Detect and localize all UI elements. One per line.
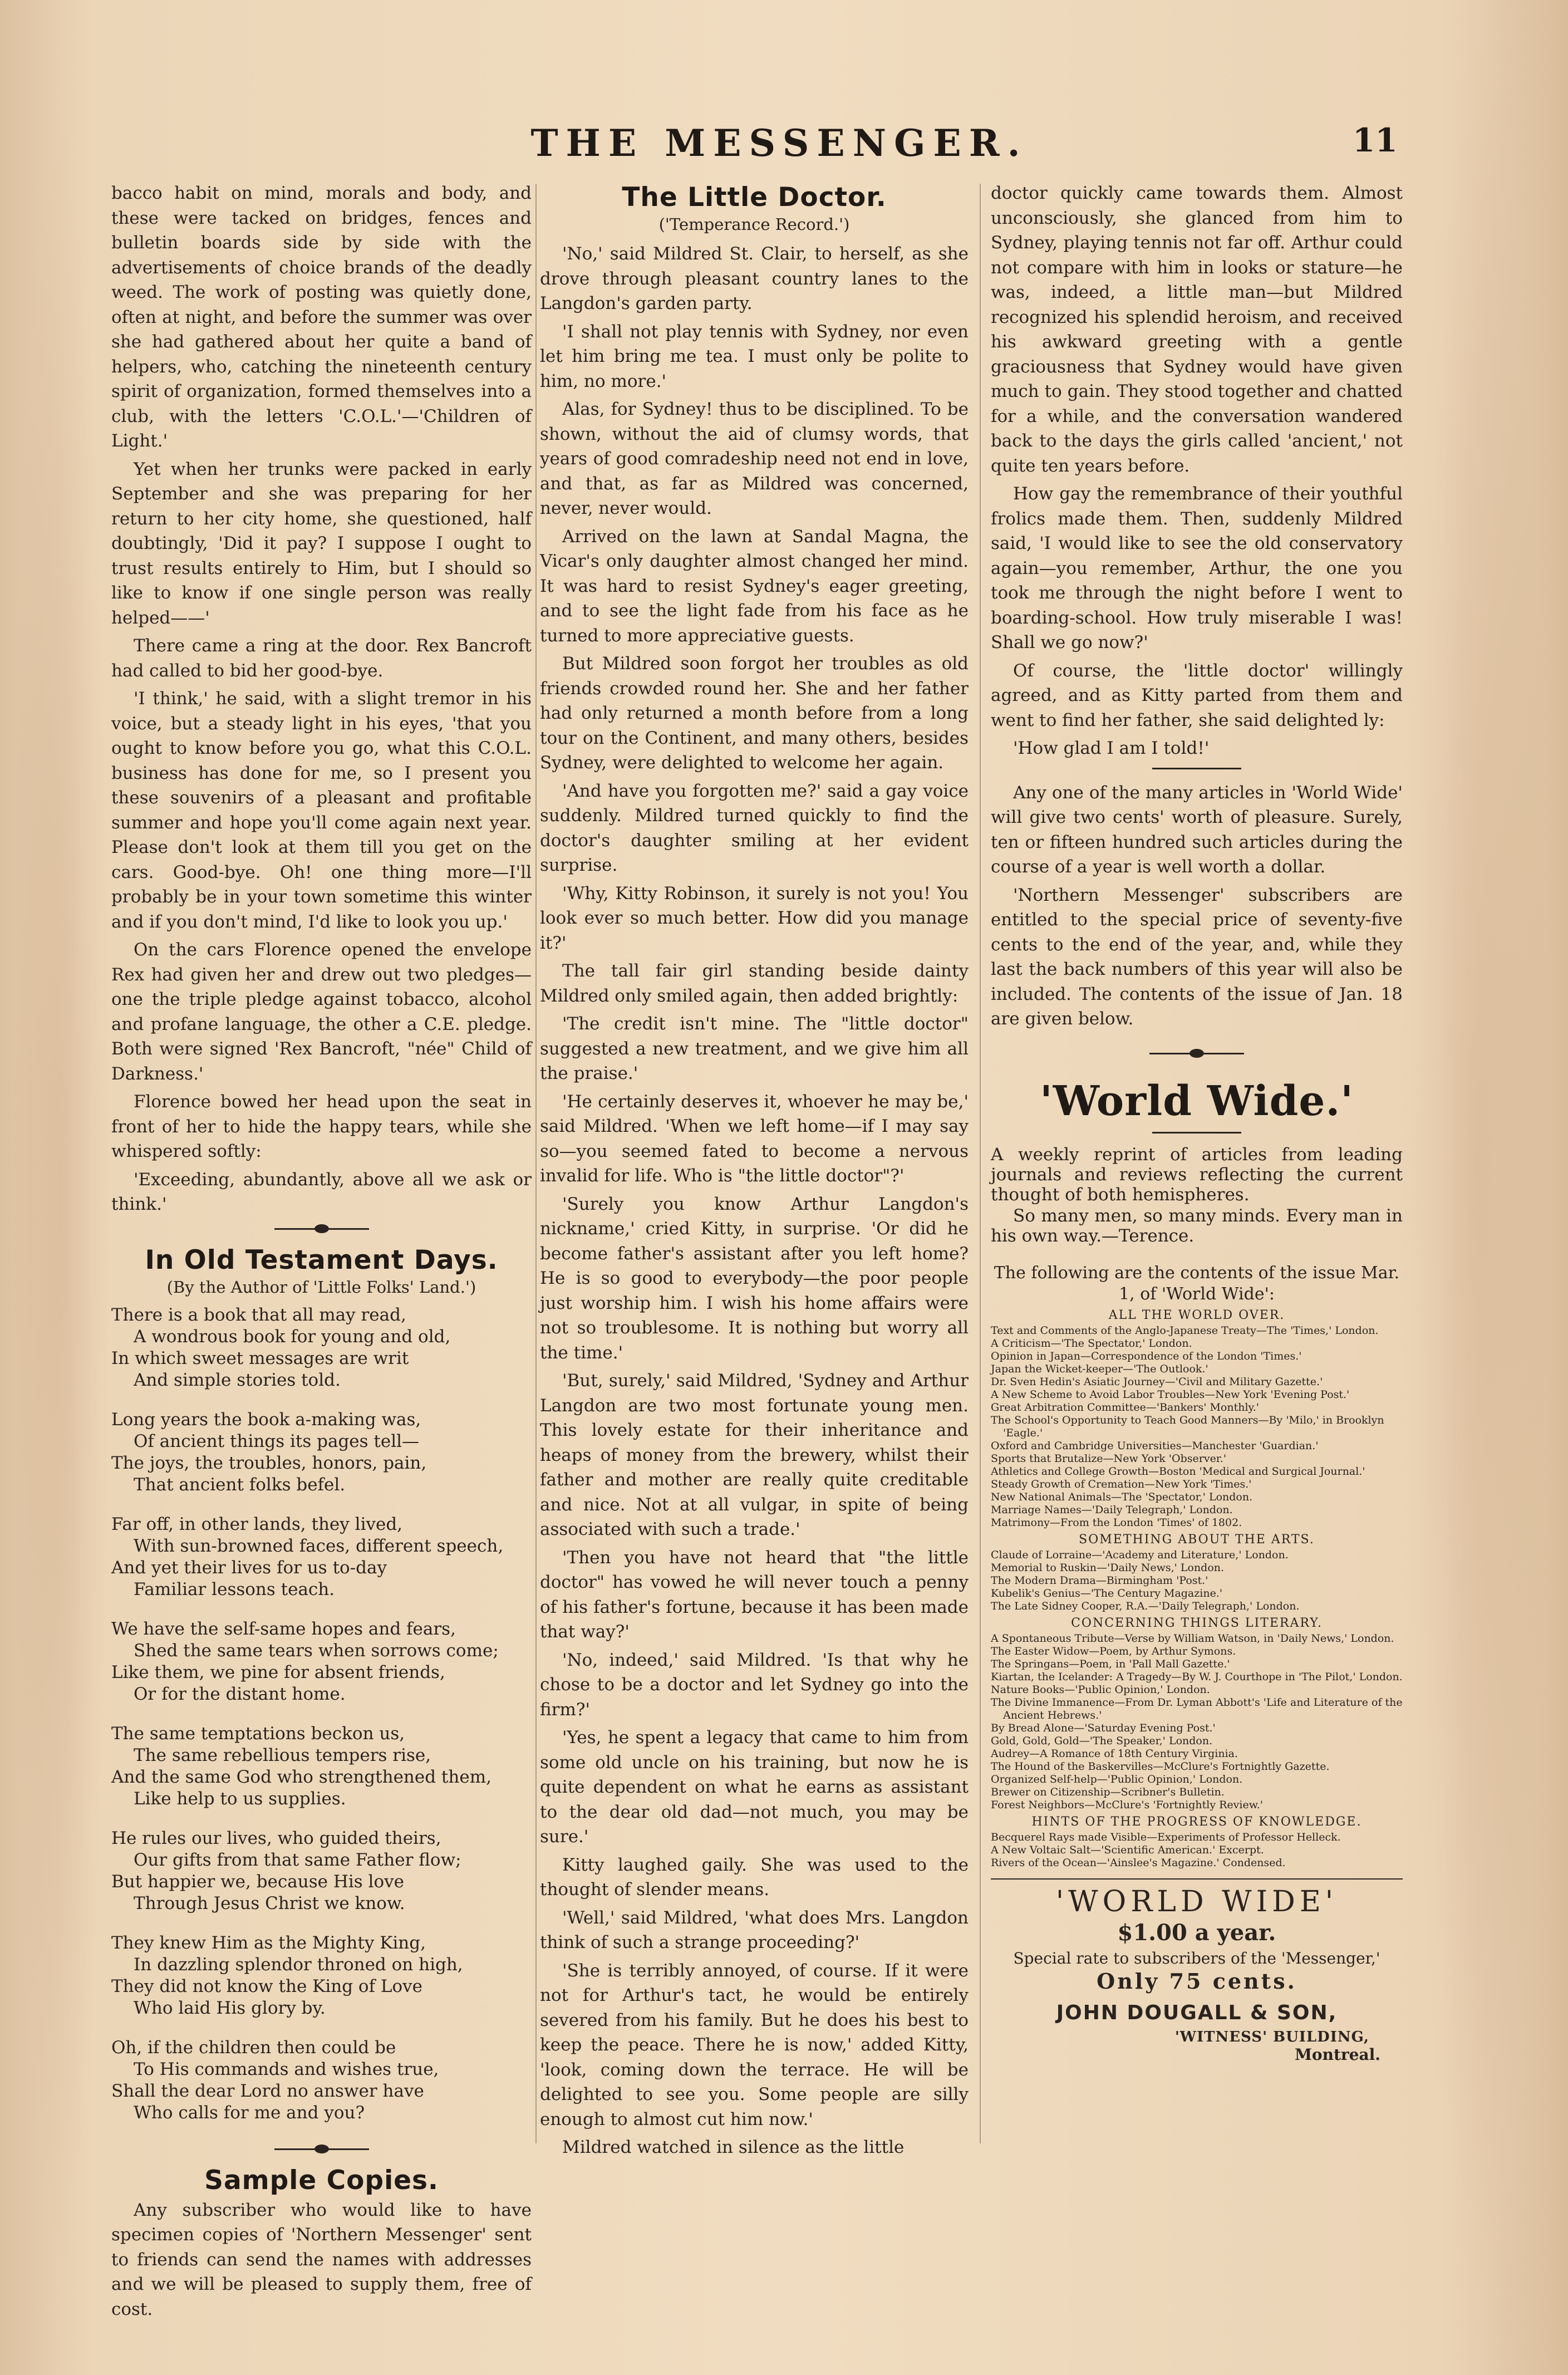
poem-body: [111, 1304, 532, 2124]
sample-copies-text: Any subscriber who would like to have specimen copies of 'Northern Messenger' sent to friends can send the names with addresses and we will be pleased to supply them, free of cost.: [111, 2200, 532, 2319]
story-paragraph: Of course, the 'little doctor' willingly agreed, and as Kitty parted from them and went to find her father, she said delighted ly:: [991, 660, 1403, 730]
contents-item: A Spontaneous Tribute—Verse by William Watson, in 'Daily News,' London.: [991, 1632, 1394, 1645]
poem-line: Shed the same tears when sorrows come;: [134, 1640, 499, 1661]
paper-stain: [11, 111, 111, 2283]
poem-line: To His commands and wishes true,: [134, 2059, 439, 2079]
contents-item: Becquerel Rays made Visible—Experiments of Professor Helleck.: [991, 1831, 1341, 1843]
contents-section-list: [991, 1831, 1403, 1869]
masthead: THE MESSENGER.: [530, 121, 1028, 165]
poem-byline: (By the Author of 'Little Folks' Land.'): [166, 1277, 476, 1297]
publisher-city: Montreal.: [1294, 2045, 1380, 2064]
contents-item: A New Scheme to Avoid Labor Troubles—New York 'Evening Post.': [991, 1388, 1350, 1401]
paragraph: 'Exceeding, abundantly, above all we ask or think.': [111, 1169, 532, 1214]
special-rate-text: Special rate to subscribers of the 'Messenger,': [1013, 1949, 1380, 1967]
poem-line: Our gifts from that same Father flow;: [134, 1849, 461, 1870]
contents-heading: The following are the contents of the issue Mar. 1, of 'World Wide':: [994, 1263, 1400, 1304]
story-paragraph: 'No, indeed,' said Mildred. 'Is that why he chose to be a doctor and let Sydney go into the firm?': [540, 1650, 969, 1720]
contents-item: Brewer on Citizenship—Scribner's Bulletin.: [991, 1785, 1225, 1798]
poem-line: The same rebellious tempers rise,: [134, 1745, 431, 1765]
world-wide-price: $1.00 a year.: [1117, 1919, 1276, 1946]
contents-item: A New Voltaic Salt—'Scientific American.' Excerpt.: [991, 1843, 1264, 1856]
publisher-name: JOHN DOUGALL & SON,: [1056, 2001, 1338, 2024]
poem-line: And simple stories told.: [134, 1370, 341, 1390]
contents-section-heading: HINTS OF THE PROGRESS OF KNOWLEDGE.: [1031, 1814, 1362, 1829]
story-continued: [991, 181, 1403, 761]
contents-item: Great Arbitration Committee—'Bankers' Monthly.': [991, 1401, 1260, 1414]
story-paragraph: The tall fair girl standing beside dainty Mildred only smiled again, then added brightly:: [540, 961, 969, 1006]
story-title: The Little Doctor.: [622, 182, 887, 213]
story-paragraph: 'He certainly deserves it, whoever he may be,' said Mildred. 'When we left home—if I may say so—you seemed fated to become a nervous invalid for life. Who is "the little doctor"?': [540, 1091, 969, 1186]
paper-stain: [1403, 22, 1547, 2305]
story-paragraph: doctor quickly came towards them. Almost unconsciously, she glanced from him to Sydney, playing tennis not far off. Arthur could not compare with him in looks or stature—he was, indeed, a little man—but Mildred recognized his splendid heroism, and received his awkward greeting with a gentle graciousness that Sydney would have given much to gain. They stood together and chatted for a while, and the conversation wandered back to the days the girls called 'ancient,' not quite ten years before.: [991, 183, 1403, 476]
poem-line: Oh, if the children then could be: [111, 2037, 396, 2058]
sample-copies-title: Sample Copies.: [204, 2165, 439, 2196]
story-paragraph: But Mildred soon forgot her troubles as old friends crowded round her. She and her father had only returned a month before from a long tour on the Continent, and many others, besides Sydney, were delighted to welcome her again.: [540, 654, 969, 773]
contents-item: Kubelik's Genius—'The Century Magazine.': [991, 1587, 1223, 1599]
world-wide-motto: So many men, so many minds. Every man in his own way.—Terence.: [991, 1205, 1403, 1246]
ornament-divider: [111, 2142, 532, 2156]
publisher-address: 'WITNESS' BUILDING,: [1174, 2028, 1369, 2045]
world-wide-title: 'World Wide.': [1040, 1077, 1354, 1125]
contents-section-list: [991, 1632, 1403, 1812]
poem-line: The same temptations beckon us,: [111, 1723, 405, 1744]
paragraph: On the cars Florence opened the envelope Rex had given her and drew out two pledges—one the triple pledge against tobacco, alcohol and profane language, the other a C.E. pledge. Both were signed 'Rex Bancroft, "née" Child of Darkness.': [111, 940, 532, 1084]
story-paragraph: Mildred watched in silence as the little: [562, 2137, 905, 2157]
poem-line: But happier we, because His love: [111, 1871, 404, 1892]
contents-item: Nature Books—'Public Opinion,' London.: [991, 1683, 1210, 1696]
story-paragraph: Arrived on the lawn at Sandal Magna, the Vicar's only daughter almost changed her mind. It was hard to resist Sydney's eager greeting, and to see the light fade from his face as he turned to more appreciative guests.: [540, 526, 969, 646]
story-byline: ('Temperance Record.'): [658, 215, 850, 234]
poem-line: That ancient folks befel.: [134, 1474, 346, 1495]
contents-item: Gold, Gold, Gold—'The Speaker,' London.: [991, 1734, 1213, 1747]
page-header: [0, 121, 1568, 171]
poem-line: They knew Him as the Mighty King,: [111, 1932, 426, 1953]
poem-stanza: [111, 1828, 532, 1915]
poem-line: Far off, in other lands, they lived,: [111, 1514, 403, 1534]
contents-item: The Easter Widow—Poem, by Arthur Symons.: [991, 1645, 1236, 1657]
poem-stanza: [111, 1409, 532, 1496]
paragraph: bacco habit on mind, morals and body, and these were tacked on bridges, fences and bulletin boards side by side with the advertisements of choice brands of the deadly weed. The work of posting was quietly done, often at night, and before the summer was over she had gathered about her quite a band of helpers, who, catching the nineteenth century spirit of organization, formed themselves into a club, with the letters 'C.O.L.'—'Children of Light.': [111, 183, 532, 451]
poem-line: In dazzling splendor throned on high,: [134, 1954, 463, 1975]
story-paragraph: 'How glad I am I told!': [1013, 738, 1210, 758]
paragraph: 'I think,' he said, with a slight tremor in his voice, but a steady light in his eyes, 'that you ought to know before you go, what this C.O.L. business has done for me, so I present you these souvenirs of a pleasant and profitable summer and hope you'll come again next year. Please don't look at them till you get on the cars. Good-bye. Oh! one thing more—I'll probably be in your town sometime this winter and if you don't mind, I'd like to look you up.': [111, 689, 532, 932]
contents-item: Memorial to Ruskin—'Daily News,' London.: [991, 1561, 1225, 1574]
poem-line: Of ancient things its pages tell—: [134, 1431, 420, 1451]
divider-rule: [1152, 768, 1241, 769]
special-price: Only 75 cents.: [1097, 1968, 1297, 1994]
story-paragraph: 'Surely you know Arthur Langdon's nickname,' cried Kitty, in surprise. 'Or did he become father's assistant after you left home? He is so good to everybody—the poor people just worship him. I wish his home affairs were not so troublesome. It is nothing but worry all the time.': [540, 1194, 969, 1363]
paragraph: Florence bowed her head upon the seat in front of her to hide the happy tears, while she whispered softly:: [111, 1092, 532, 1161]
column-rule: [535, 184, 537, 2143]
poem-stanza: [111, 1304, 532, 1391]
contents-item: The Modern Drama—Birmingham 'Post.': [991, 1574, 1208, 1587]
contents-item: Japan the Wicket-keeper—'The Outlook.': [991, 1362, 1208, 1375]
story-paragraph: 'The credit isn't mine. The "little doctor" suggested a new treatment, and we give him all the praise.': [540, 1014, 969, 1083]
contents-list: [991, 1308, 1403, 1869]
world-wide-ad-title: 'WORLD WIDE': [1055, 1885, 1338, 1918]
paragraph: Yet when her trunks were packed in early September and she was preparing for her return to her city home, she questioned, half doubtingly, 'Did it pay? I suppose I ought to trust results entirely to Him, but I should so like to know if one single person was really helped——': [111, 459, 532, 628]
story-paragraph: 'Then you have not heard that "the little doctor" has vowed he will never touch a penny of his father's fortune, because it has been made that way?': [540, 1547, 969, 1642]
story-paragraph: 'And have you forgotten me?' said a gay voice suddenly. Mildred turned quickly to find the doctor's daughter smiling at her evident surprise.: [540, 781, 969, 875]
column-1: [111, 181, 532, 2325]
story-paragraph: 'No,' said Mildred St. Clair, to herself, as she drove through pleasant country lanes to the Langdon's garden party.: [540, 244, 969, 313]
poem-line: Who calls for me and you?: [134, 2102, 365, 2123]
story-paragraph: 'Well,' said Mildred, 'what does Mrs. Langdon think of such a strange proceeding?': [540, 1907, 969, 1952]
story-body: [540, 242, 969, 2160]
story-paragraph: 'I shall not play tennis with Sydney, nor even let him bring me tea. I must only be polite to him, no more.': [540, 321, 969, 391]
contents-item: A Criticism—'The Spectator,' London.: [991, 1337, 1192, 1350]
subscription-notice: [991, 781, 1403, 1032]
contents-item: New National Animals—The 'Spectator,' London.: [991, 1490, 1253, 1503]
contents-item: Marriage Names—'Daily Telegraph,' London.: [991, 1503, 1233, 1516]
contents-item: Kiartan, the Icelander: A Tragedy—By W. J. Courthope in 'The Pilot,' London.: [991, 1670, 1403, 1683]
page-number: 11: [1353, 121, 1398, 159]
contents-item: Sports that Brutalize—New York 'Observer.': [991, 1452, 1227, 1465]
contents-item: Matrimony—From the London 'Times' of 1802.: [991, 1516, 1242, 1529]
story-paragraph: 'Yes, he spent a legacy that came to him from some old uncle on his training, but now he is quite dependent on what he earns as assistant to the dear old dad—not much, you may be sure.': [540, 1728, 969, 1847]
contents-item: Oxford and Cambridge Universities—Manchester 'Guardian.': [991, 1439, 1319, 1452]
contents-item: The Hound of the Baskervilles—McClure's Fortnightly Gazette.: [991, 1760, 1330, 1773]
column-2: [540, 181, 969, 2163]
poem-line: Or for the distant home.: [134, 1684, 346, 1704]
poem-stanza: [111, 1723, 532, 1810]
contents-item: By Bread Alone—'Saturday Evening Post.': [991, 1721, 1216, 1734]
story-paragraph: Alas, for Sydney! thus to be disciplined. To be shown, without the aid of clumsy words, that years of good comradeship need not end in love, and that, as far as Mildred was concerned, never, never would.: [540, 399, 969, 518]
ornament-divider: [991, 1046, 1403, 1061]
contents-item: Text and Comments of the Anglo-Japanese Treaty—The 'Times,' London.: [991, 1324, 1379, 1337]
contents-item: The Divine Immanence—From Dr. Lyman Abbott's 'Life and Literature of the Ancient Hebrews.': [991, 1696, 1403, 1721]
poem-line: Like help to us supplies.: [134, 1788, 346, 1809]
paragraph: There came a ring at the door. Rex Bancroft had called to bid her good-bye.: [111, 636, 532, 681]
poem-line: He rules our lives, who guided theirs,: [111, 1828, 441, 1848]
contents-item: Steady Growth of Cremation—New York 'Times.': [991, 1478, 1252, 1490]
contents-item: Audrey—A Romance of 18th Century Virginia.: [991, 1747, 1238, 1760]
story-paragraph: 'She is terribly annoyed, of course. If it were not for Arthur's tact, he would be entirely severed from his family. But he does his best to keep the peace. There he is now,' added Kitty, 'look, coming down the terrace. He will be delighted to see you. Some people are silly enough to almost cut him now.': [540, 1960, 969, 2129]
contents-item: The School's Opportunity to Teach Good Manners—By 'Milo,' in Brooklyn 'Eagle.': [991, 1414, 1384, 1439]
contents-item: Forest Neighbors—McClure's 'Fortnightly Review.': [991, 1798, 1263, 1811]
contents-item: Rivers of the Ocean—'Ainslee's Magazine.' Condensed.: [991, 1856, 1286, 1869]
contents-section-heading: SOMETHING ABOUT THE ARTS.: [1079, 1532, 1315, 1547]
contents-section-heading: CONCERNING THINGS LITERARY.: [1071, 1616, 1323, 1630]
poem-line: And yet their lives for us to-day: [111, 1557, 387, 1578]
poem-line: They did not know the King of Love: [111, 1976, 423, 1996]
poem-line: Shall the dear Lord no answer have: [111, 2080, 424, 2101]
contents-item: Organized Self-help—'Public Opinion,' London.: [991, 1773, 1243, 1785]
divider-rule: [1152, 1132, 1241, 1133]
contents-item: Athletics and College Growth—Boston 'Medical and Surgical Journal.': [991, 1465, 1365, 1478]
poem-line: Familiar lessons teach.: [134, 1579, 335, 1599]
poem-line: There is a book that all may read,: [111, 1304, 406, 1325]
column-3: [991, 181, 1403, 2064]
notice-paragraph: Any one of the many articles in 'World Wide' will give two cents' worth of pleasure. Surely, ten or fifteen hundred such articles during the course of a year is well worth a dollar.: [991, 782, 1403, 877]
box-rule: [991, 1878, 1403, 1880]
poem-line: The joys, the troubles, honors, pain,: [111, 1453, 427, 1473]
poem-line: Long years the book a-making was,: [111, 1409, 421, 1430]
poem-stanza: [111, 1932, 532, 2019]
column-rule: [980, 184, 981, 2143]
poem-line: A wondrous book for young and old,: [134, 1326, 451, 1347]
poem-line: With sun-browned faces, different speech,: [134, 1535, 504, 1556]
poem-line: And the same God who strengthened them,: [111, 1766, 491, 1787]
story-paragraph: 'But, surely,' said Mildred, 'Sydney and Arthur Langdon are two most fortunate young men. This lovely estate for their inheritance and heaps of money from the brewery, whilst their father and mother are really quite creditable and nice. Not at all vulgar, in spite of being associated with such a trade.': [540, 1371, 969, 1539]
poem-line: Through Jesus Christ we know.: [134, 1893, 405, 1913]
poem-line: We have the self-same hopes and fears,: [111, 1618, 456, 1639]
contents-item: Claude of Lorraine—'Academy and Literature,' London.: [991, 1548, 1289, 1561]
story-paragraph: 'Why, Kitty Robinson, it surely is not you! You look ever so much better. How did you manage it?': [540, 883, 969, 953]
notice-paragraph: 'Northern Messenger' subscribers are entitled to the special price of seventy-five cents to the end of the year, and, while they last the back numbers of this year will also be included. The contents of the issue of Jan. 18 are given below.: [991, 885, 1403, 1029]
contents-section-list: [991, 1324, 1403, 1529]
poem-stanza: [111, 2037, 532, 2124]
poem-line: Who laid His glory by.: [134, 1998, 326, 2018]
contents-section-list: [991, 1549, 1403, 1613]
story-paragraph: How gay the remembrance of their youthful frolics made them. Then, suddenly Mildred said, 'I would like to see the old conservatory again—you remember, Arthur, the one you took me through the night before I went to boarding-school. How truly miserable I was! Shall we go now?': [991, 484, 1403, 652]
ornament-divider: [111, 1221, 532, 1236]
poem-line: In which sweet messages are writ: [111, 1348, 409, 1368]
contents-item: Opinion in Japan—Correspondence of the London 'Times.': [991, 1350, 1302, 1362]
contents-item: The Springans—Poem, in 'Pall Mall Gazette.': [991, 1657, 1230, 1670]
poem-stanza: [111, 1514, 532, 1601]
poem-title: In Old Testament Days.: [145, 1244, 498, 1275]
world-wide-intro: A weekly reprint of articles from leading journals and reviews reflecting the current thought of both hemispheres.: [991, 1144, 1403, 1205]
poem-stanza: [111, 1618, 532, 1705]
contents-item: Dr. Sven Hedin's Asiatic Journey—'Civil and Military Gazette.': [991, 1375, 1323, 1388]
contents-item: The Late Sidney Cooper, R.A.—'Daily Telegraph,' London.: [991, 1599, 1300, 1612]
story-paragraph: Kitty laughed gaily. She was used to the thought of slender means.: [540, 1854, 969, 1900]
contents-section-heading: ALL THE WORLD OVER.: [1108, 1308, 1285, 1322]
poem-line: Like them, we pine for absent friends,: [111, 1662, 445, 1682]
